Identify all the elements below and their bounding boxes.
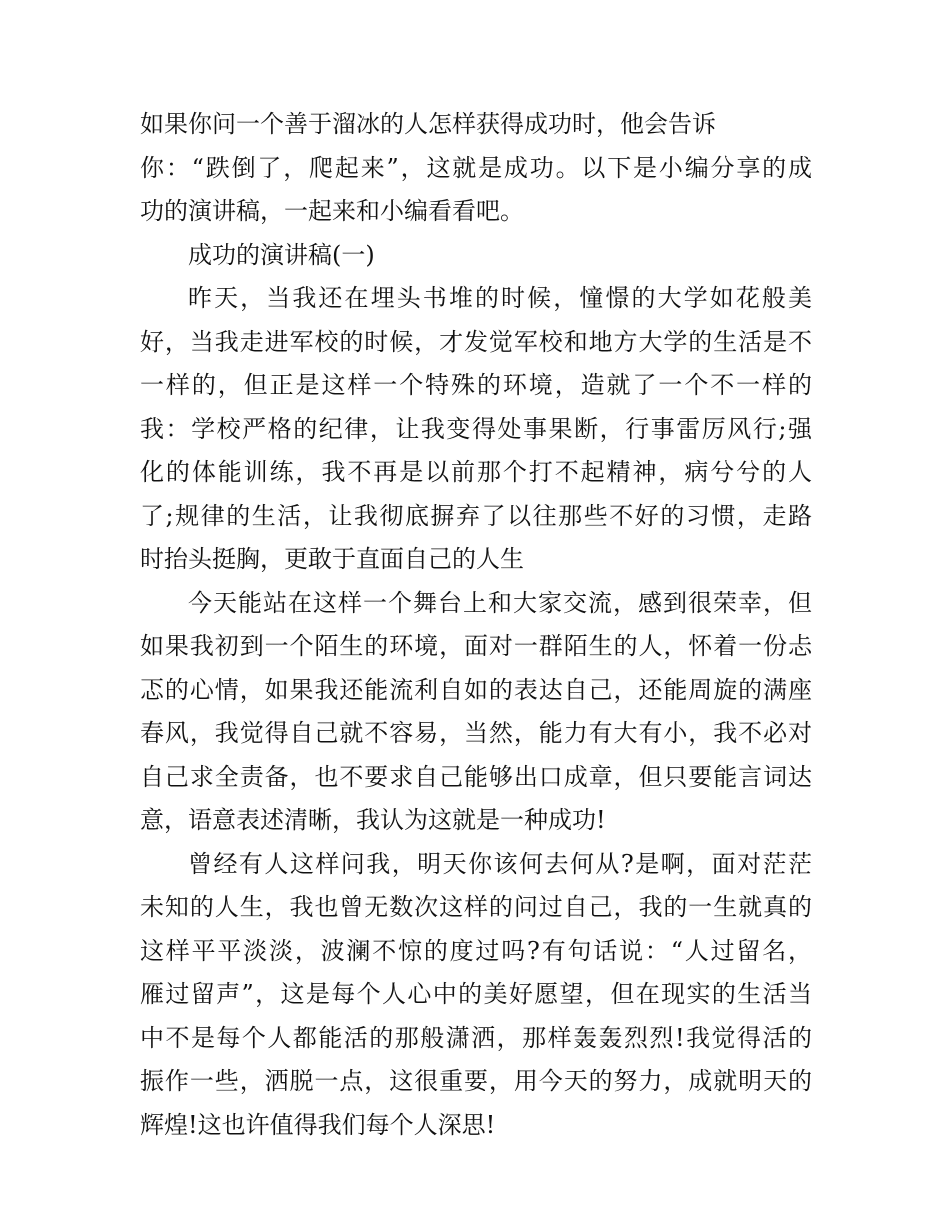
text-line: 今天能站在这样一个舞台上和大家交流，感到很荣幸，但: [188, 588, 812, 617]
text-line: 我：学校严格的纪律，让我变得处事果断，行事雷厉风行;强: [140, 414, 812, 443]
text-line: 昨天，当我还在埋头书堆的时候，憧憬的大学如花般美: [188, 284, 812, 312]
text-line: 了;规律的生活，让我彻底摒弃了以往那些不好的习惯，走路: [140, 501, 812, 530]
text-line: 未知的人生，我也曾无数次这样的问过自己，我的一生就真的: [140, 893, 812, 921]
text-line: 一样的，但正是这样一个特殊的环境，造就了一个不一样的: [140, 371, 812, 399]
text-line: 如果你问一个善于溜冰的人怎样获得成功时，他会告诉: [140, 110, 716, 138]
text-line: 如果我初到一个陌生的环境，面对一群陌生的人，怀着一份忐: [140, 632, 812, 660]
text-line: 自己求全责备，也不要求自己能够出口成章，但只要能言词达: [140, 762, 812, 791]
text-line: 忑的心情，如果我还能流利自如的表达自己，还能周旋的满座: [140, 675, 812, 704]
text-line: 中不是每个人都能活的那般潇洒，那样轰轰烈烈!我觉得活的: [140, 1023, 812, 1052]
section-heading: 成功的演讲稿(一): [188, 240, 375, 269]
text-line: 辉煌!这也许值得我们每个人深思!: [140, 1110, 496, 1139]
text-line: 化的体能训练，我不再是以前那个打不起精神，病兮兮的人: [140, 458, 812, 486]
text-line: 你：“跌倒了，爬起来”，这就是成功。以下是小编分享的成: [140, 153, 812, 182]
text-line: 这样平平淡淡，波澜不惊的度过吗?有句话说：“人过留名，: [140, 936, 812, 965]
text-line: 好，当我走进军校的时候，才发觉军校和地方大学的生活是不: [140, 327, 812, 356]
text-line: 功的演讲稿，一起来和小编看看吧。: [140, 197, 524, 225]
text-line: 春风，我觉得自己就不容易，当然，能力有大有小，我不必对: [140, 719, 812, 747]
text-line: 曾经有人这样问我，明天你该何去何从?是啊，面对茫茫: [188, 849, 812, 878]
text-line: 意，语意表述清晰，我认为这就是一种成功!: [140, 806, 606, 834]
text-line: 时抬头挺胸，更敢于直面自己的人生: [140, 545, 524, 573]
text-line: 雁过留声”，这是每个人心中的美好愿望，但在现实的生活当: [140, 980, 812, 1008]
document-body: [140, 103, 812, 1147]
text-line: 振作一些，洒脱一点，这很重要，用今天的努力，成就明天的: [140, 1067, 812, 1095]
